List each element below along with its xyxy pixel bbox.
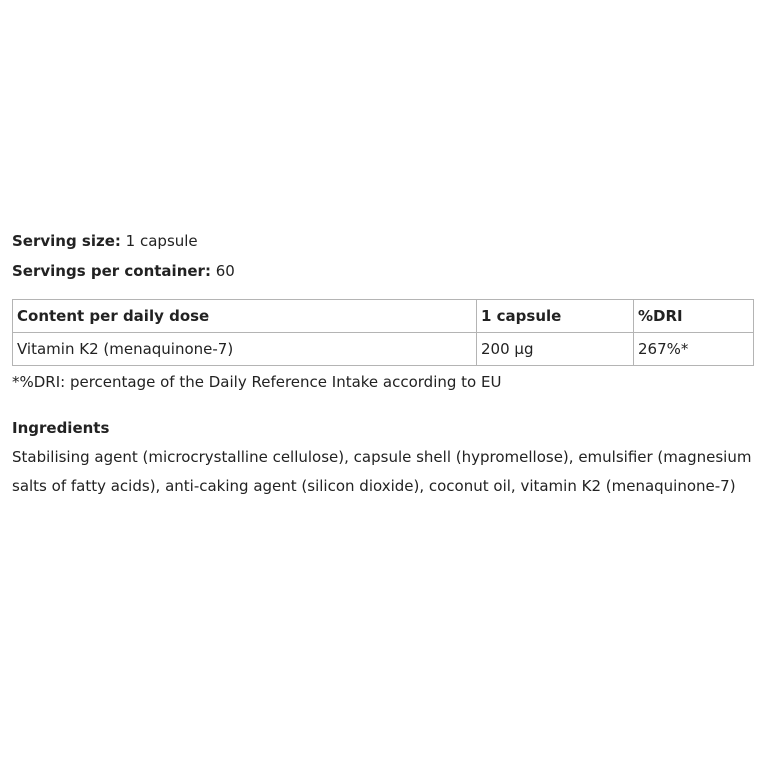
ingredients-text: Stabilising agent (microcrystalline cellulose), capsule shell (hypromellose), emulsifier (magnesium salts of fatty acids), anti-caking agent (silicon dioxide), coconut oil, vitamin K2 (menaquinone-7) xyxy=(12,448,752,495)
ingredients-heading: Ingredients xyxy=(12,419,110,437)
servings-per-container-value: 60 xyxy=(210,262,235,280)
table-header-row xyxy=(13,300,754,333)
header-content: Content per daily dose xyxy=(13,300,477,333)
supplement-facts xyxy=(12,229,753,501)
cell-ingredient: Vitamin K2 (menaquinone-7) xyxy=(13,333,477,366)
header-dri: %DRI xyxy=(634,300,754,333)
cell-amount: 200 µg xyxy=(477,333,634,366)
serving-size-value: 1 capsule xyxy=(120,232,198,250)
nutrition-table xyxy=(12,299,754,366)
header-amount: 1 capsule xyxy=(477,300,634,333)
cell-dri: 267%* xyxy=(634,333,754,366)
serving-size-label: Serving size: xyxy=(12,232,121,250)
serving-size xyxy=(12,229,753,253)
dri-footnote: *%DRI: percentage of the Daily Reference Intake according to EU xyxy=(12,373,502,391)
table-row xyxy=(13,333,754,366)
servings-per-container-label: Servings per container: xyxy=(12,262,211,280)
servings-per-container xyxy=(12,259,753,283)
